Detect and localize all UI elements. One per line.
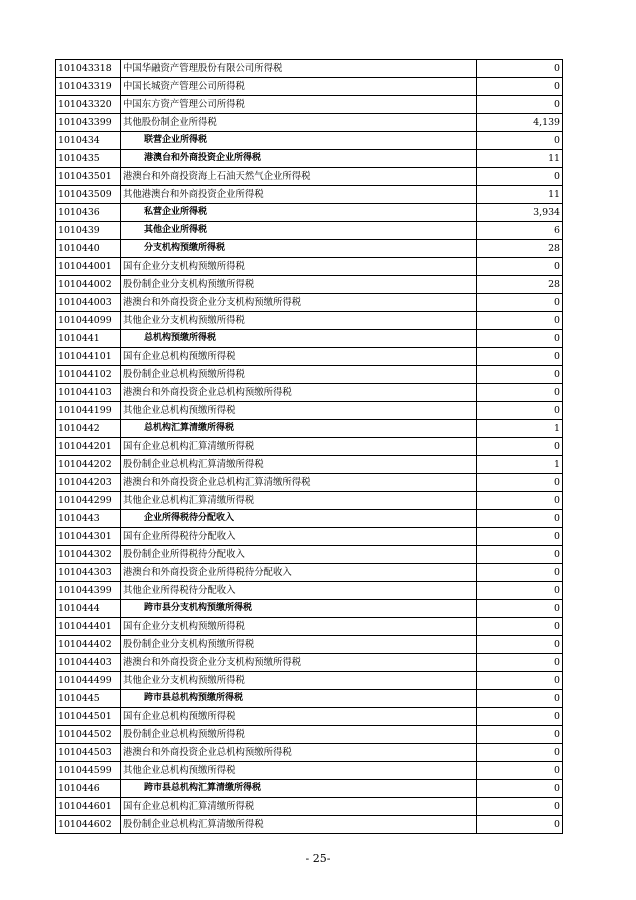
subject-code: 101044303 [56,564,121,582]
subject-name: 中国华融资产管理股份有限公司所得税 [121,60,477,78]
table-row [56,438,563,456]
subject-name: 中国长城资产管理公司所得税 [121,78,477,96]
subject-name: 其他企业总机构预缴所得税 [121,402,477,420]
amount-value: 3,934 [477,204,563,222]
table-row [56,132,563,150]
subject-code: 101044101 [56,348,121,366]
subject-code: 1010441 [56,330,121,348]
subject-code: 1010442 [56,420,121,438]
subject-name: 国有企业总机构汇算清缴所得税 [121,798,477,816]
subject-name: 联营企业所得税 [121,132,477,150]
subject-name: 港澳台和外商投资海上石油天然气企业所得税 [121,168,477,186]
subject-name: 股份制企业所得税待分配收入 [121,546,477,564]
table-row [56,564,563,582]
amount-value: 0 [477,690,563,708]
table-row [56,114,563,132]
subject-name: 企业所得税待分配收入 [121,510,477,528]
amount-value: 0 [477,60,563,78]
table-row [56,690,563,708]
subject-name: 中国东方资产管理公司所得税 [121,96,477,114]
table-row [56,366,563,384]
table-row [56,276,563,294]
amount-value: 0 [477,384,563,402]
subject-code: 101044499 [56,672,121,690]
subject-code: 101044102 [56,366,121,384]
table-row [56,222,563,240]
table-row [56,654,563,672]
subject-name: 其他股份制企业所得税 [121,114,477,132]
amount-value: 0 [477,96,563,114]
amount-value: 28 [477,276,563,294]
subject-code: 101043509 [56,186,121,204]
amount-value: 0 [477,672,563,690]
table-row [56,510,563,528]
subject-code: 1010445 [56,690,121,708]
table-row [56,168,563,186]
subject-name: 其他企业总机构汇算清缴所得税 [121,492,477,510]
table-row [56,492,563,510]
amount-value: 0 [477,492,563,510]
amount-value: 0 [477,312,563,330]
subject-code: 101044401 [56,618,121,636]
table-row [56,60,563,78]
amount-value: 0 [477,816,563,834]
subject-code: 101044602 [56,816,121,834]
subject-name: 港澳台和外商投资企业分支机构预缴所得税 [121,294,477,312]
table-row [56,420,563,438]
subject-code: 101044003 [56,294,121,312]
amount-value: 0 [477,168,563,186]
table-row [56,672,563,690]
table-row [56,384,563,402]
subject-code: 101044099 [56,312,121,330]
amount-value: 0 [477,78,563,96]
subject-name: 总机构预缴所得税 [121,330,477,348]
subject-name: 港澳台和外商投资企业所得税 [121,150,477,168]
amount-value: 28 [477,240,563,258]
amount-value: 0 [477,546,563,564]
subject-code: 101044301 [56,528,121,546]
subject-name: 其他企业分支机构预缴所得税 [121,312,477,330]
amount-value: 0 [477,654,563,672]
amount-value: 0 [477,294,563,312]
amount-value: 4,139 [477,114,563,132]
subject-code: 101043318 [56,60,121,78]
table-row [56,618,563,636]
subject-name: 跨市县分支机构预缴所得税 [121,600,477,618]
subject-code: 101044402 [56,636,121,654]
subject-code: 101043319 [56,78,121,96]
amount-value: 0 [477,600,563,618]
table-row [56,78,563,96]
subject-name: 国有企业所得税待分配收入 [121,528,477,546]
amount-value: 0 [477,708,563,726]
table-row [56,204,563,222]
amount-value: 0 [477,798,563,816]
table-row [56,600,563,618]
amount-value: 0 [477,348,563,366]
subject-code: 101044199 [56,402,121,420]
table-row [56,546,563,564]
subject-code: 1010436 [56,204,121,222]
subject-name: 其他企业总机构预缴所得税 [121,762,477,780]
amount-value: 0 [477,510,563,528]
subject-code: 101043320 [56,96,121,114]
subject-name: 国有企业总机构预缴所得税 [121,348,477,366]
subject-name: 跨市县总机构预缴所得税 [121,690,477,708]
table-row [56,96,563,114]
subject-code: 1010434 [56,132,121,150]
revenue-table [55,59,563,834]
subject-name: 股份制企业总机构预缴所得税 [121,366,477,384]
table-row [56,762,563,780]
table-row [56,186,563,204]
subject-code: 1010439 [56,222,121,240]
subject-name: 私营企业所得税 [121,204,477,222]
amount-value: 0 [477,762,563,780]
table-row [56,726,563,744]
amount-value: 1 [477,420,563,438]
table-row [56,150,563,168]
subject-code: 101044203 [56,474,121,492]
subject-name: 港澳台和外商投资企业总机构汇算清缴所得税 [121,474,477,492]
subject-code: 101044299 [56,492,121,510]
subject-name: 股份制企业分支机构预缴所得税 [121,636,477,654]
table-row [56,348,563,366]
subject-code: 1010446 [56,780,121,798]
amount-value: 0 [477,132,563,150]
subject-name: 国有企业总机构汇算清缴所得税 [121,438,477,456]
subject-code: 101044399 [56,582,121,600]
subject-name: 国有企业分支机构预缴所得税 [121,618,477,636]
amount-value: 0 [477,744,563,762]
table-row [56,258,563,276]
amount-value: 6 [477,222,563,240]
subject-name: 总机构汇算清缴所得税 [121,420,477,438]
table-row [56,456,563,474]
amount-value: 0 [477,438,563,456]
subject-name: 股份制企业总机构汇算清缴所得税 [121,816,477,834]
table-row [56,312,563,330]
subject-name: 港澳台和外商投资企业分支机构预缴所得税 [121,654,477,672]
subject-name: 其他企业所得税待分配收入 [121,582,477,600]
table-row [56,798,563,816]
subject-code: 101044403 [56,654,121,672]
subject-name: 国有企业分支机构预缴所得税 [121,258,477,276]
subject-code: 101044002 [56,276,121,294]
subject-name: 港澳台和外商投资企业总机构预缴所得税 [121,384,477,402]
amount-value: 0 [477,402,563,420]
subject-code: 101044103 [56,384,121,402]
table-row [56,708,563,726]
amount-value: 0 [477,564,563,582]
amount-value: 0 [477,780,563,798]
subject-code: 101044601 [56,798,121,816]
page-number: - 25- [305,852,331,865]
subject-code: 101043501 [56,168,121,186]
subject-code: 101044599 [56,762,121,780]
subject-name: 分支机构预缴所得税 [121,240,477,258]
subject-code: 1010444 [56,600,121,618]
amount-value: 0 [477,528,563,546]
amount-value: 1 [477,456,563,474]
revenue-table-body [56,60,563,834]
subject-name: 港澳台和外商投资企业总机构预缴所得税 [121,744,477,762]
amount-value: 0 [477,474,563,492]
subject-code: 1010435 [56,150,121,168]
subject-code: 101043399 [56,114,121,132]
table-row [56,816,563,834]
amount-value: 0 [477,636,563,654]
table-row [56,528,563,546]
subject-code: 101044302 [56,546,121,564]
subject-name: 港澳台和外商投资企业所得税待分配收入 [121,564,477,582]
amount-value: 0 [477,330,563,348]
table-row [56,240,563,258]
table-row [56,582,563,600]
subject-code: 101044503 [56,744,121,762]
table-row [56,780,563,798]
table-row [56,636,563,654]
subject-name: 国有企业总机构预缴所得税 [121,708,477,726]
amount-value: 11 [477,150,563,168]
amount-value: 0 [477,582,563,600]
table-row [56,744,563,762]
table-row [56,474,563,492]
subject-code: 101044001 [56,258,121,276]
subject-code: 1010443 [56,510,121,528]
amount-value: 0 [477,726,563,744]
subject-name: 其他企业分支机构预缴所得税 [121,672,477,690]
subject-code: 101044501 [56,708,121,726]
subject-name: 股份制企业总机构汇算清缴所得税 [121,456,477,474]
subject-name: 股份制企业分支机构预缴所得税 [121,276,477,294]
amount-value: 11 [477,186,563,204]
subject-name: 股份制企业总机构预缴所得税 [121,726,477,744]
subject-name: 跨市县总机构汇算清缴所得税 [121,780,477,798]
amount-value: 0 [477,258,563,276]
table-row [56,294,563,312]
subject-code: 101044502 [56,726,121,744]
amount-value: 0 [477,618,563,636]
table-row [56,402,563,420]
subject-name: 其他港澳台和外商投资企业所得税 [121,186,477,204]
subject-code: 101044201 [56,438,121,456]
amount-value: 0 [477,366,563,384]
table-row [56,330,563,348]
subject-code: 101044202 [56,456,121,474]
subject-code: 1010440 [56,240,121,258]
subject-name: 其他企业所得税 [121,222,477,240]
